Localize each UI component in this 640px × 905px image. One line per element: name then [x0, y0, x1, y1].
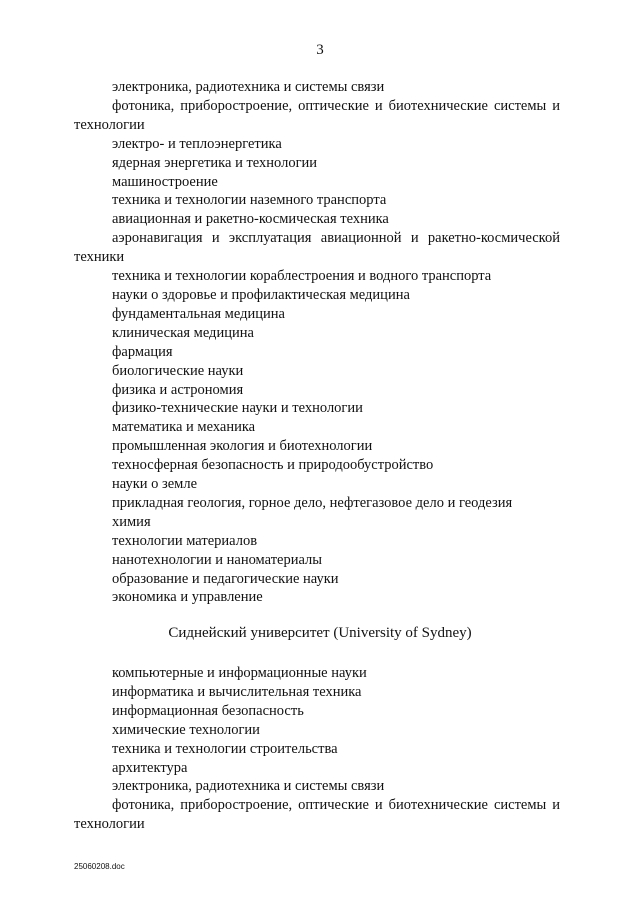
specialty-list-1 — [74, 78, 560, 607]
list-item: химия — [112, 513, 151, 530]
list-item: физика и астрономия — [112, 381, 244, 398]
list-item: машиностроение — [112, 173, 218, 190]
list-item: науки о здоровье и профилактическая медицина — [112, 286, 410, 303]
list-item: физико-технические науки и технологии — [112, 400, 363, 417]
list-item: образование и педагогические науки — [112, 570, 339, 587]
list-item: техносферная безопасность и природообустройство — [112, 457, 434, 474]
document-code: 25060208.doc — [74, 862, 125, 871]
page-number: 3 — [316, 42, 324, 58]
list-item: прикладная геология, горное дело, нефтегазовое дело и геодезия — [112, 494, 513, 511]
list-item: фотоника, приборостроение, оптические и биотехнические системы и технологии — [74, 797, 560, 833]
list-item: клиническая медицина — [112, 324, 254, 341]
list-item: экономика и управление — [112, 589, 263, 606]
list-item: математика и механика — [112, 419, 256, 436]
list-item: компьютерные и информационные науки — [112, 665, 367, 681]
list-item: авиационная и ракетно-космическая техника — [112, 211, 389, 228]
list-item: фотоника, приборостроение, оптические и биотехнические системы и технологии — [74, 97, 560, 133]
list-item: промышленная экология и биотехнологии — [112, 438, 373, 455]
list-item: электроника, радиотехника и системы связи — [112, 79, 385, 95]
list-item: электроника, радиотехника и системы связи — [112, 778, 385, 795]
list-item: информационная безопасность — [112, 702, 304, 719]
list-item: нанотехнологии и наноматериалы — [112, 551, 323, 568]
list-item: аэронавигация и эксплуатация авиационной и ракетно-космической техники — [74, 230, 560, 266]
list-item: биологические науки — [112, 362, 244, 379]
list-item: техника и технологии наземного транспорта — [112, 192, 387, 209]
list-item: техника и технологии кораблестроения и водного транспорта — [112, 268, 492, 285]
list-item: информатика и вычислительная техника — [112, 683, 362, 700]
list-item: архитектура — [112, 759, 188, 776]
specialty-list-2 — [74, 664, 560, 834]
list-item: электро- и теплоэнергетика — [112, 135, 282, 152]
list-item: науки о земле — [112, 476, 198, 493]
university-heading: Сиднейский университет (University of Sydney) — [168, 625, 472, 641]
list-item: фармация — [112, 343, 173, 360]
list-item: технологии материалов — [112, 532, 258, 549]
list-item: ядерная энергетика и технологии — [112, 154, 318, 171]
list-item: техника и технологии строительства — [112, 740, 338, 757]
list-item: фундаментальная медицина — [112, 305, 285, 322]
list-item: химические технологии — [112, 721, 260, 738]
